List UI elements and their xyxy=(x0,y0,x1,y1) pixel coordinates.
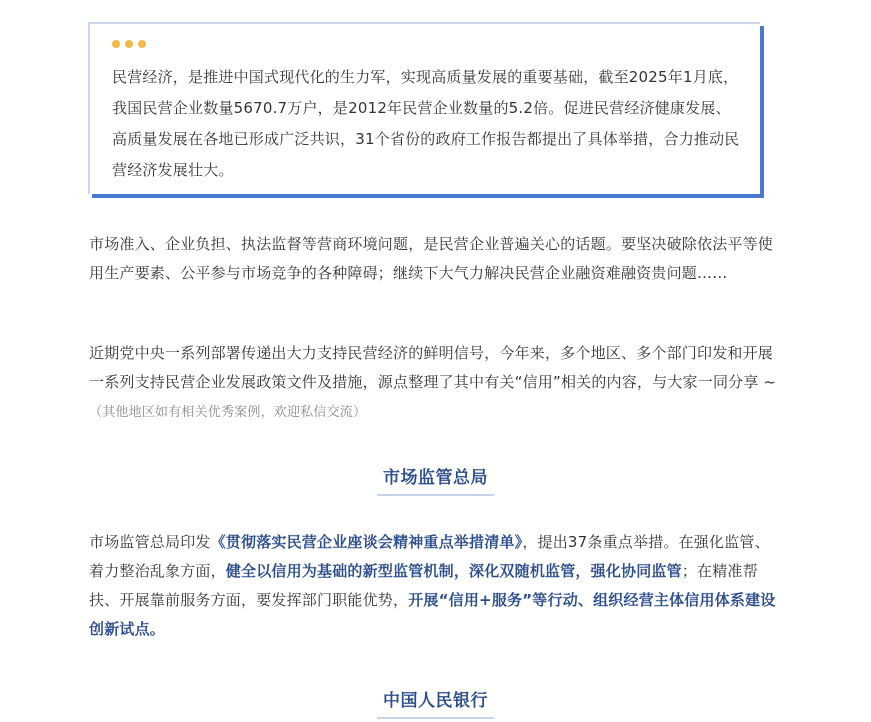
section-title: 市场监管总局 xyxy=(377,463,494,496)
highlight-text: 健全以信用为基础的新型监管机制，深化双随机监管，强化协同监管 xyxy=(225,562,682,580)
decorative-dots xyxy=(112,40,146,48)
section-heading-pboc xyxy=(0,686,871,719)
paragraph-note: （其他地区如有相关优秀案例，欢迎私信交流） xyxy=(89,405,367,420)
text-segment: ；在精准帮扶、开展靠前服务方面，要发挥部门职能优势， xyxy=(89,562,758,609)
document-title-link: 《贯彻落实民营企业座谈会精神重点举措清单》 xyxy=(210,533,523,551)
quote-box xyxy=(88,22,760,194)
dot-icon xyxy=(125,40,133,48)
paragraph-business-environment: 市场准入、企业负担、执法监督等营商环境问题，是民营企业普遍关心的话题。要坚决破除依法平等使用生产要素、公平参与市场竞争的各种障碍；继续下大气力解决民营企业融资难融资贵问题…… xyxy=(89,235,774,282)
paragraph-policy-text: 近期党中央一系列部署传递出大力支持民营经济的鲜明信号，今年来，多个地区、多个部门印发和开展一系列支持民营企业发展政策文件及措施，源点整理了其中有关“信用”相关的内容，与大家一同分享 ~ xyxy=(89,344,777,391)
dot-icon xyxy=(112,40,120,48)
quote-text: 民营经济，是推进中国式现代化的生力军，实现高质量发展的重要基础，截至2025年1月底，我国民营企业数量5670.7万户，是2012年民营企业数量的5.2倍。促进民营经济健康发展、高质量发展在各地已形成广泛共识，31个省份的政府工作报告都提出了具体举措，合力推动民营经济发展壮大。 xyxy=(112,68,740,179)
paragraph-market-regulation xyxy=(89,528,779,644)
dot-icon xyxy=(138,40,146,48)
highlight-text: 开展“信用+服务”等行动、组织经营主体信用体系建设创新试点。 xyxy=(89,591,776,638)
section-heading-market-regulation xyxy=(0,463,871,496)
text-segment: 市场监管总局印发 xyxy=(89,533,211,551)
text-segment: ，提出37条重点举措。在强化监管、着力整治乱象方面， xyxy=(89,533,770,580)
section-title: 中国人民银行 xyxy=(377,686,494,719)
paragraph-policy-signal xyxy=(89,339,779,427)
